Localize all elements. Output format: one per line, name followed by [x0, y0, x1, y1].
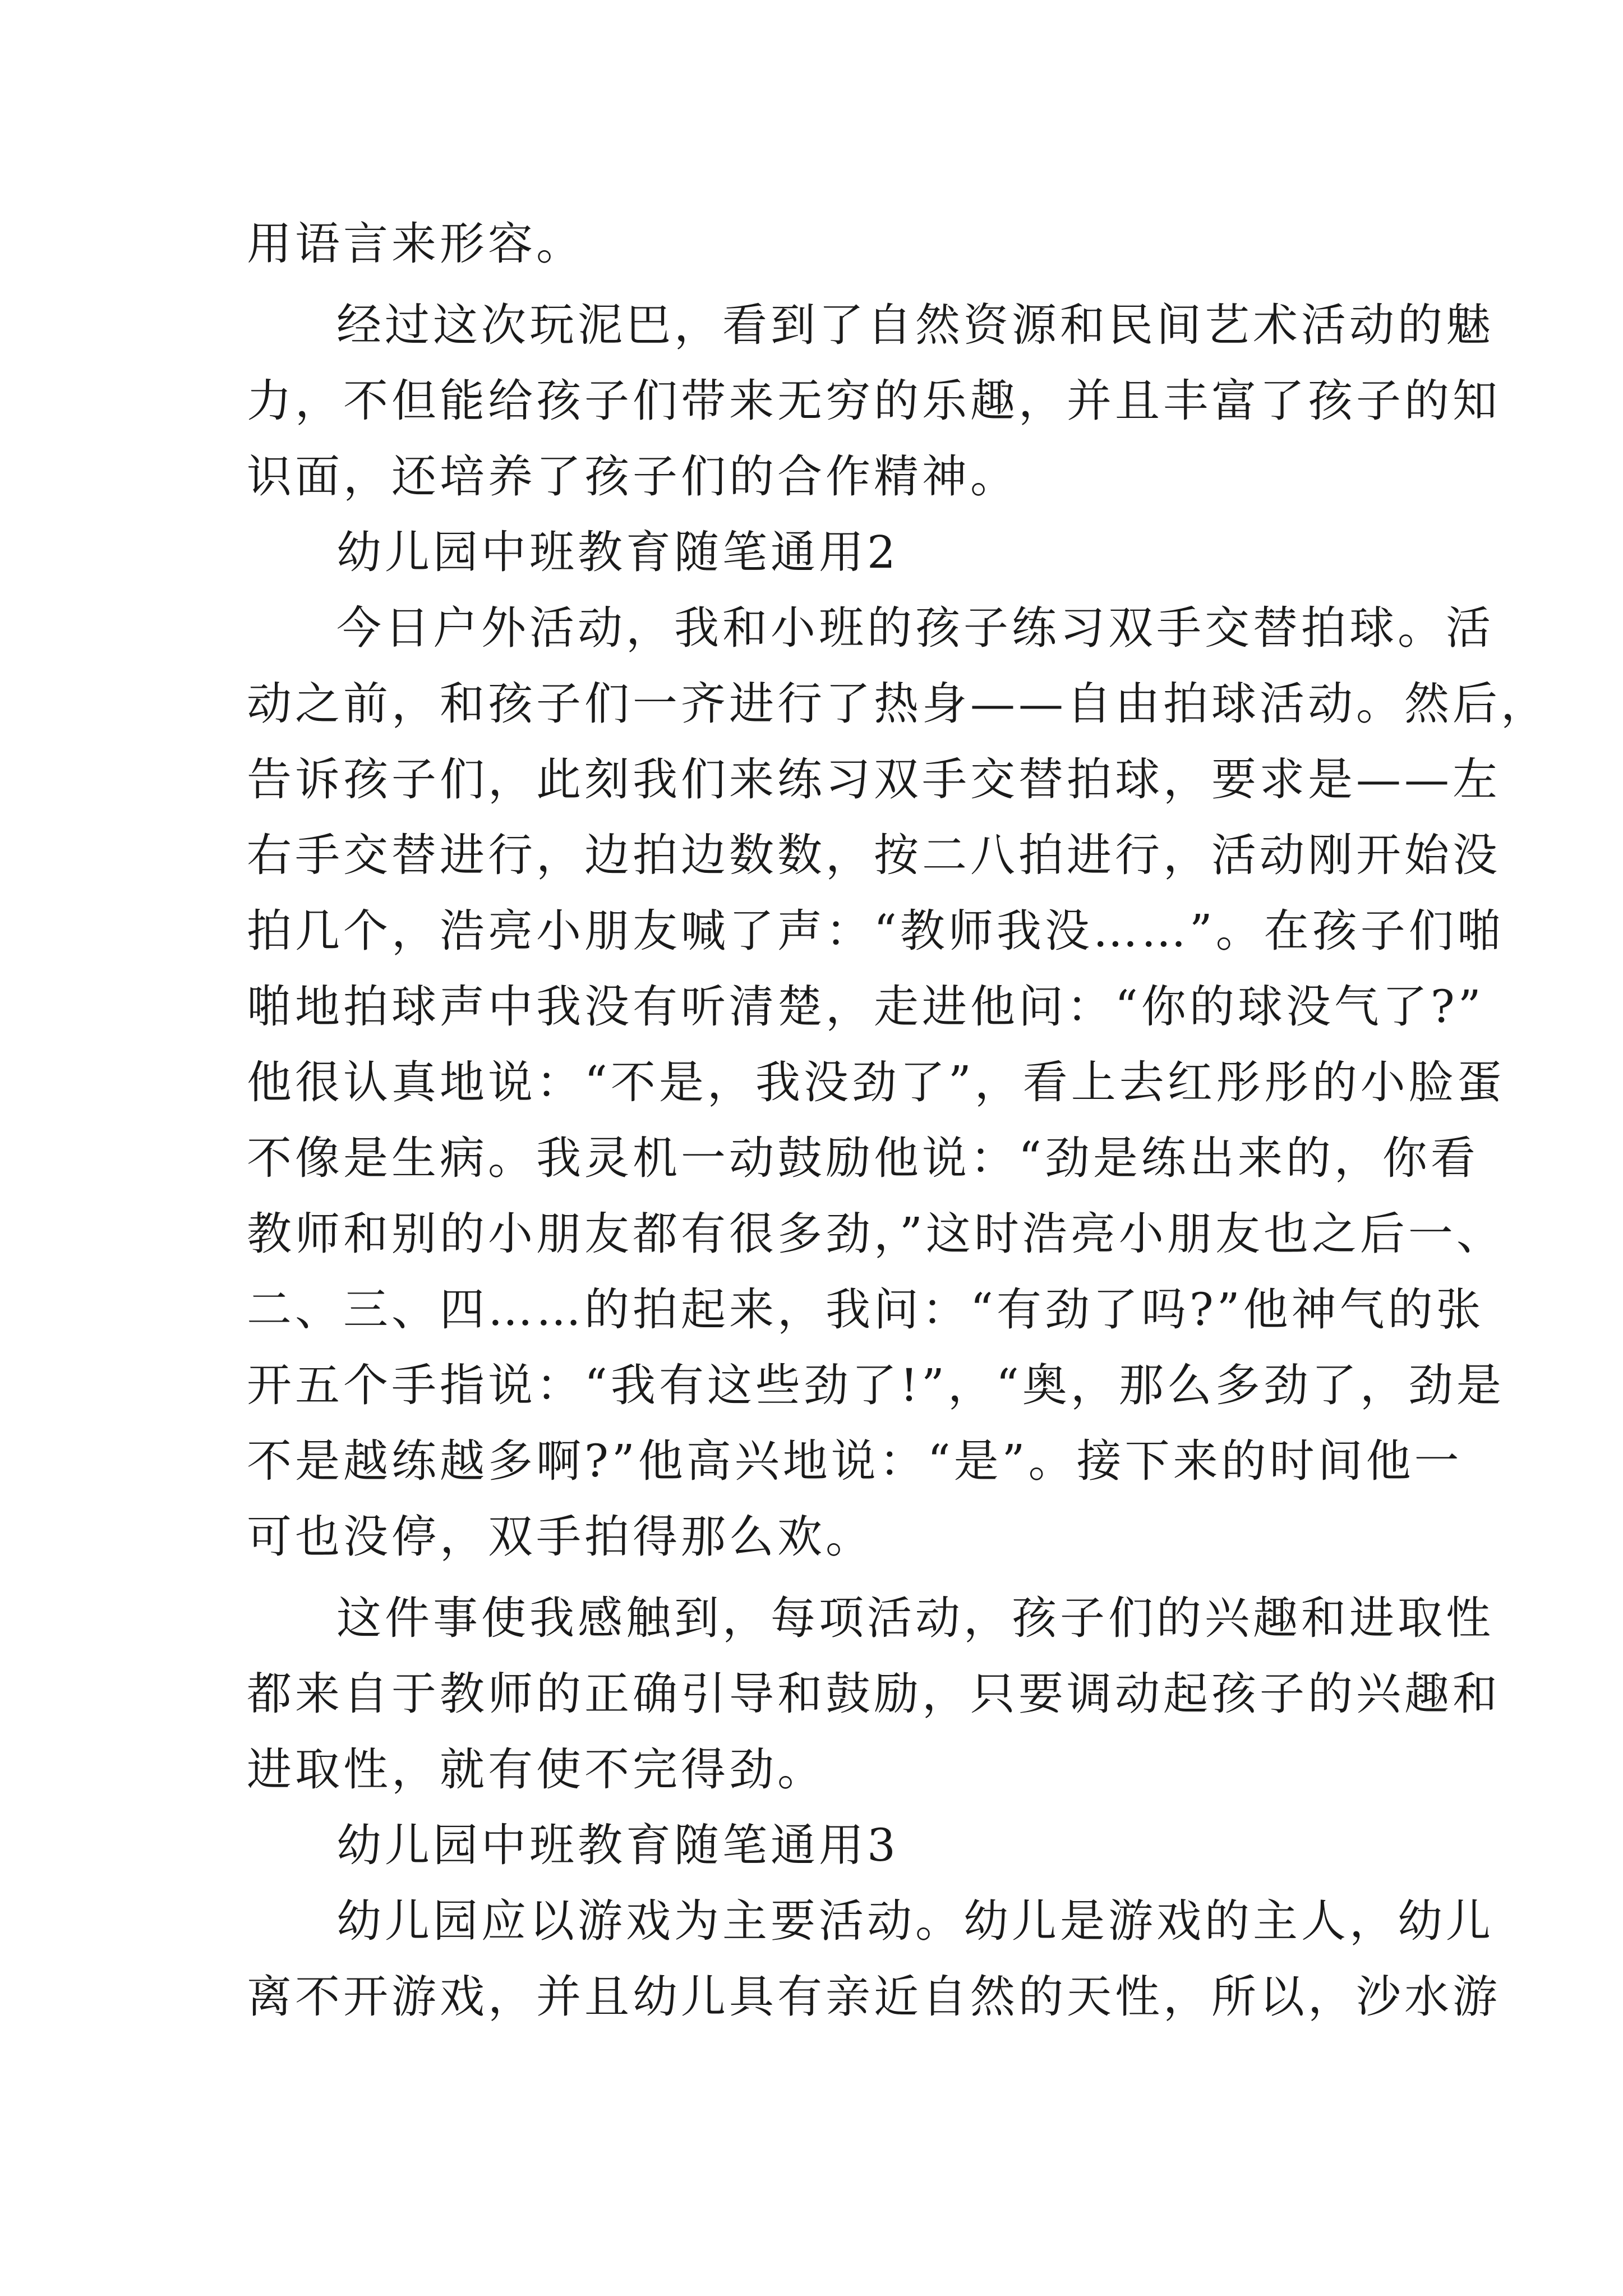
paragraph-line: 不是越练越多啊?”他高兴地说：“是”。接下来的时间他一 — [247, 1435, 1463, 1487]
section-heading: 幼儿园中班教育随笔通用3 — [336, 1819, 899, 1871]
paragraph-line: 动之前，和孩子们一齐进行了热身——自由拍球活动。然后， — [247, 678, 1549, 730]
paragraph-line: 这件事使我感触到，每项活动，孩子们的兴趣和进取性 — [336, 1592, 1494, 1644]
paragraph-line: 力，不但能给孩子们带来无穷的乐趣，并且丰富了孩子的知 — [247, 375, 1501, 427]
paragraph-line: 二、三、四……的拍起来，我问：“有劲了吗?”他神气的张 — [247, 1283, 1484, 1336]
paragraph-line: 进取性，就有使不完得劲。 — [247, 1743, 826, 1796]
paragraph-line: 教师和别的小朋友都有很多劲，”这时浩亮小朋友也之后一、 — [247, 1208, 1505, 1260]
paragraph-line: 今日户外活动，我和小班的孩子练习双手交替拍球。活 — [336, 602, 1494, 654]
paragraph-line: 开五个手指说：“我有这些劲了!”，“奥，那么多劲了，劲是 — [247, 1359, 1505, 1411]
paragraph-line: 告诉孩子们，此刻我们来练习双手交替拍球，要求是——左 — [247, 753, 1501, 806]
paragraph-line: 离不开游戏，并且幼儿具有亲近自然的天性，所以，沙水游 — [247, 1971, 1501, 2023]
paragraph-line: 用语言来形容。 — [247, 218, 584, 270]
paragraph-line: 拍几个，浩亮小朋友喊了声：“教师我没……”。在孩子们啪 — [247, 905, 1505, 957]
paragraph-line: 幼儿园应以游戏为主要活动。幼儿是游戏的主人，幼儿 — [336, 1895, 1494, 1947]
paragraph-line: 右手交替进行，边拍边数数，按二八拍进行，活动刚开始没 — [247, 829, 1501, 881]
paragraph-line: 啪地拍球声中我没有听清楚，走进他问：“你的球没气了?” — [247, 981, 1484, 1033]
paragraph-line: 不像是生病。我灵机一动鼓励他说：“劲是练出来的，你看 — [247, 1132, 1479, 1184]
paragraph-line: 可也没停，双手拍得那么欢。 — [247, 1511, 874, 1563]
section-heading: 幼儿园中班教育随笔通用2 — [336, 526, 899, 578]
paragraph-line: 经过这次玩泥巴，看到了自然资源和民间艺术活动的魅 — [336, 299, 1494, 351]
paragraph-line: 他很认真地说：“不是，我没劲了”，看上去红彤彤的小脸蛋 — [247, 1056, 1505, 1108]
paragraph-line: 都来自于教师的正确引导和鼓励，只要调动起孩子的兴趣和 — [247, 1668, 1501, 1720]
paragraph-line: 识面，还培养了孩子们的合作精神。 — [247, 450, 1018, 503]
